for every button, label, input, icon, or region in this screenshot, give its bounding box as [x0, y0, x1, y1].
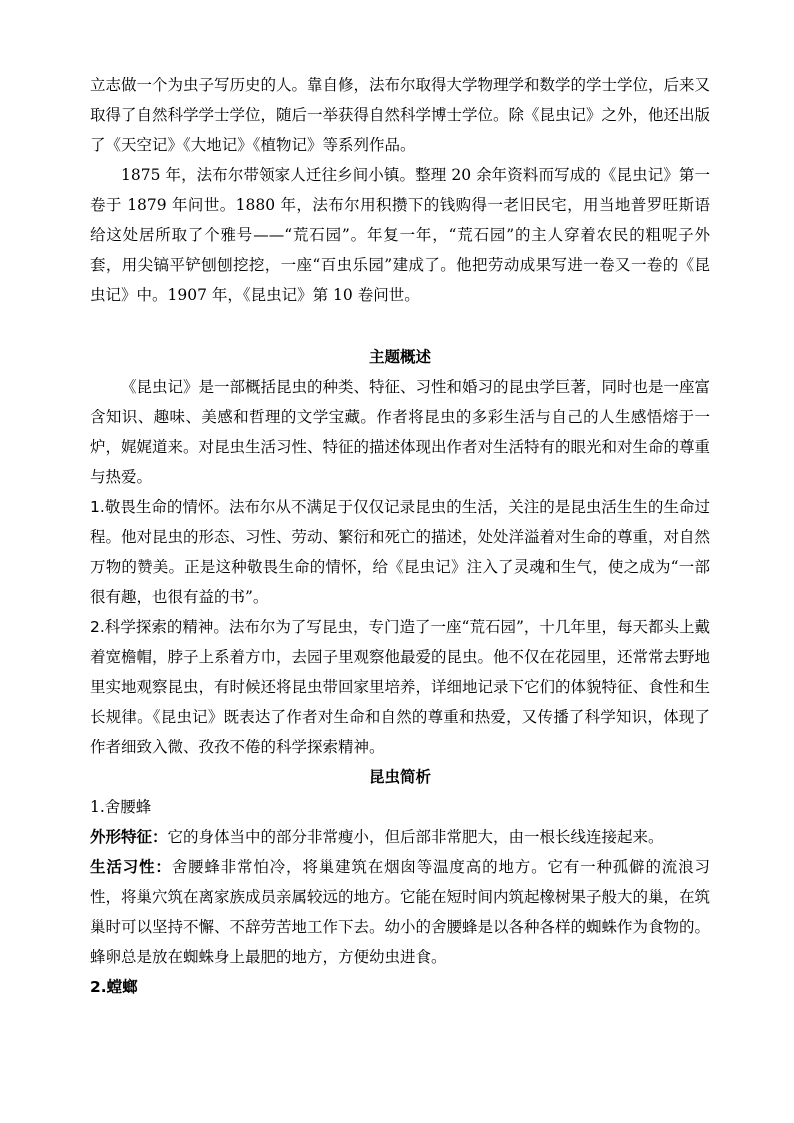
intro-paragraph-2: 1875 年，法布尔带领家人迁往乡间小镇。整理 20 余年资料而写成的《昆虫记》第一卷于 1879 年问世。1880 年，法布尔用积攒下的钱购得一老旧民宅，用当地普罗旺斯语给这处居所取了个雅号——“荒石园”。年复一年，“荒石园”的主人穿着农民的粗呢子外套，用尖镐平铲刨刨挖挖，一座“百虫乐园”建成了。他把劳动成果写进一卷又一卷的《昆虫记》中。1907 年，《昆虫记》第 10 卷问世。: [90, 166, 710, 304]
document-page: [90, 70, 710, 1002]
theme-item-1: [90, 492, 710, 612]
intro-paragraph-1: 立志做一个为虫子写历史的人。靠自修，法布尔取得大学物理学和数学的学士学位，后来又取得了自然科学学士学位，随后一举获得自然科学博士学位。除《昆虫记》之外，他还出版了《天空记》《大地记》《植物记》等系列作品。: [90, 76, 711, 154]
theme-item-2-number: 2.: [90, 618, 105, 636]
theme-paragraph: 《昆虫记》是一部概括昆虫的种类、特征、习性和婚习的昆虫学巨著，同时也是一座富含知识、趣味、美感和哲理的文学宝藏。作者将昆虫的多彩生活与自己的人生感悟熔于一炉，娓娓道来。对昆虫生活习性、特征的描述体现出作者对生活特有的眼光和对生命的尊重与热爱。: [90, 378, 711, 486]
habits-text: 舍腰蜂非常怕冷，将巢建筑在烟囱等温度高的地方。它有一种孤僻的流浪习性，将巢穴筑在离家族成员亲属较远的地方。它能在短时间内筑起橡树果子般大的巢，在筑巢时可以坚持不懈、不辞劳苦地工作下去。幼小的舍腰蜂是以各种各样的蜘蛛作为食物的。蜂卵总是放在蜘蛛身上最肥的地方，方便幼虫进食。: [90, 858, 711, 966]
theme-heading: 主题概述: [368, 348, 431, 366]
theme-item-1-text: 敬畏生命的情怀。法布尔从不满足于仅仅记录昆虫的生活，关注的是昆虫活生生的生命过程。他对昆虫的形态、习性、劳动、繁衍和死亡的描述，处处洋溢着对生命的尊重，对自然万物的赞美。正是这种敬畏生命的情怀，给《昆虫记》注入了灵魂和生气，使之成为“一部很有趣，也很有益的书”。: [90, 498, 711, 606]
appearance-label: 外形特征：: [90, 828, 168, 846]
theme-item-2: [90, 612, 710, 762]
appearance-text: 它的身体当中的部分非常瘦小，但后部非常肥大，由一根长线连接起来。: [167, 828, 664, 846]
theme-item-2-text: 科学探索的精神。法布尔为了写昆虫，专门造了一座“荒石园”，十几年里，每天都头上戴着宽檐帽，脖子上系着方巾，去园子里观察他最爱的昆虫。他不仅在花园里，还常常去野地里实地观察昆虫，有时候还将昆虫带回家里培养，详细地记录下它们的体貌特征、食性和生长规律。《昆虫记》既表达了作者对生命和自然的尊重和热爱，又传播了科学知识，体现了作者细致入微、孜孜不倦的科学探索精神。: [90, 618, 711, 756]
analysis-heading: 昆虫简析: [368, 768, 431, 786]
section-spacer: [90, 310, 710, 342]
theme-item-1-number: 1.: [90, 498, 105, 516]
insect-1-habits: [90, 852, 710, 972]
insect-1-title: 1.舍腰蜂: [90, 798, 152, 816]
insect-1-appearance: [90, 822, 710, 852]
habits-label: 生活习性：: [90, 858, 172, 876]
insect-2-title: 2.螳螂: [90, 978, 138, 996]
